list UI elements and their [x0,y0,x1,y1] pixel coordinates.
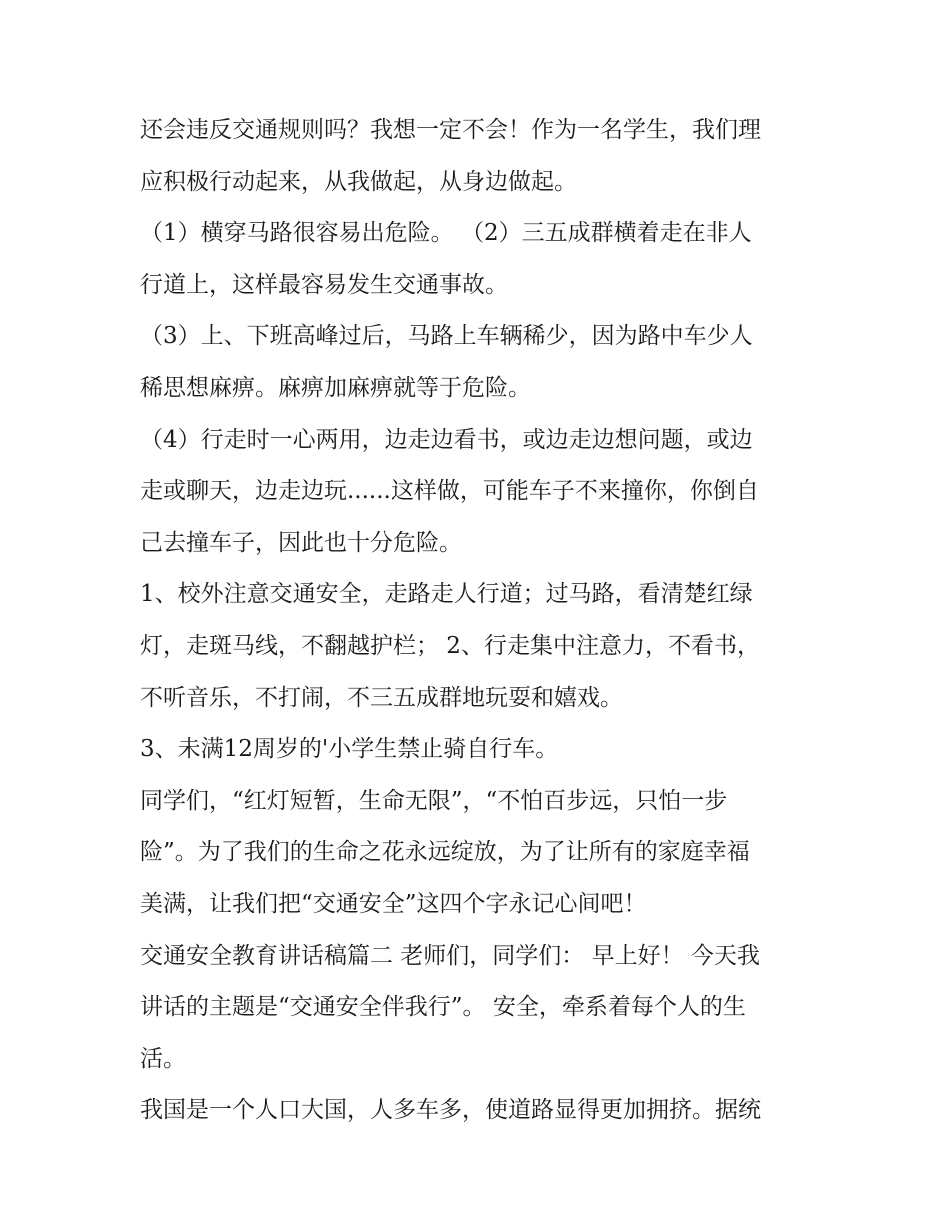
text-line: （4）行走时一心两用，边走边看书，或边走边想问题，或边 [140,426,753,453]
text-line: 同学们，“红灯短暂，生命无限”，“不怕百步远，只怕一步 [140,787,728,814]
text-line: 美满，让我们把“交通安全”这四个字永记心间吧！ [140,890,647,917]
text-line: 险”。为了我们的生命之花永远绽放，为了让所有的家庭幸福 [140,839,750,866]
text-line: 灯，走斑马线，不翻越护栏； 2、行走集中注意力，不看书， [140,632,760,659]
text-line: 我国是一个人口大国，人多车多，使道路显得更加拥挤。据统 [140,1097,761,1124]
text-line: 行道上，这样最容易发生交通事故。 [140,271,508,298]
text-line: 不听音乐，不打闹，不三五成群地玩耍和嬉戏。 [140,684,623,711]
text-line: 活。 [140,1045,186,1072]
text-line: 应积极行动起来，从我做起，从身边做起。 [140,168,577,195]
text-line: （3）上、下班高峰过后，马路上车辆稀少，因为路中车少人 [140,323,753,350]
text-line: 还会违反交通规则吗？我想一定不会！作为一名学生，我们理 [140,117,761,143]
text-line: 1、校外注意交通安全，走路走人行道；过马路，看清楚红绿 [140,581,753,608]
text-line: 交通安全教育讲话稿篇二 老师们，同学们： 早上好！ 今天我 [140,942,760,969]
text-line: 己去撞车子，因此也十分危险。 [140,529,462,556]
text-line: 走或聊天，边走边玩......这样做，可能车子不来撞你，你倒自 [140,478,759,505]
text-line: 讲话的主题是“交通安全伴我行”。 安全，牵系着每个人的生 [140,994,746,1021]
text-line: 3、未满12周岁的'小学生禁止骑自行车。 [140,736,559,763]
document-body [140,105,830,1137]
text-line: （1）横穿马路很容易出危险。 （2）三五成群横着走在非人 [140,220,752,247]
text-line: 稀思想麻痹。麻痹加麻痹就等于危险。 [140,374,531,401]
